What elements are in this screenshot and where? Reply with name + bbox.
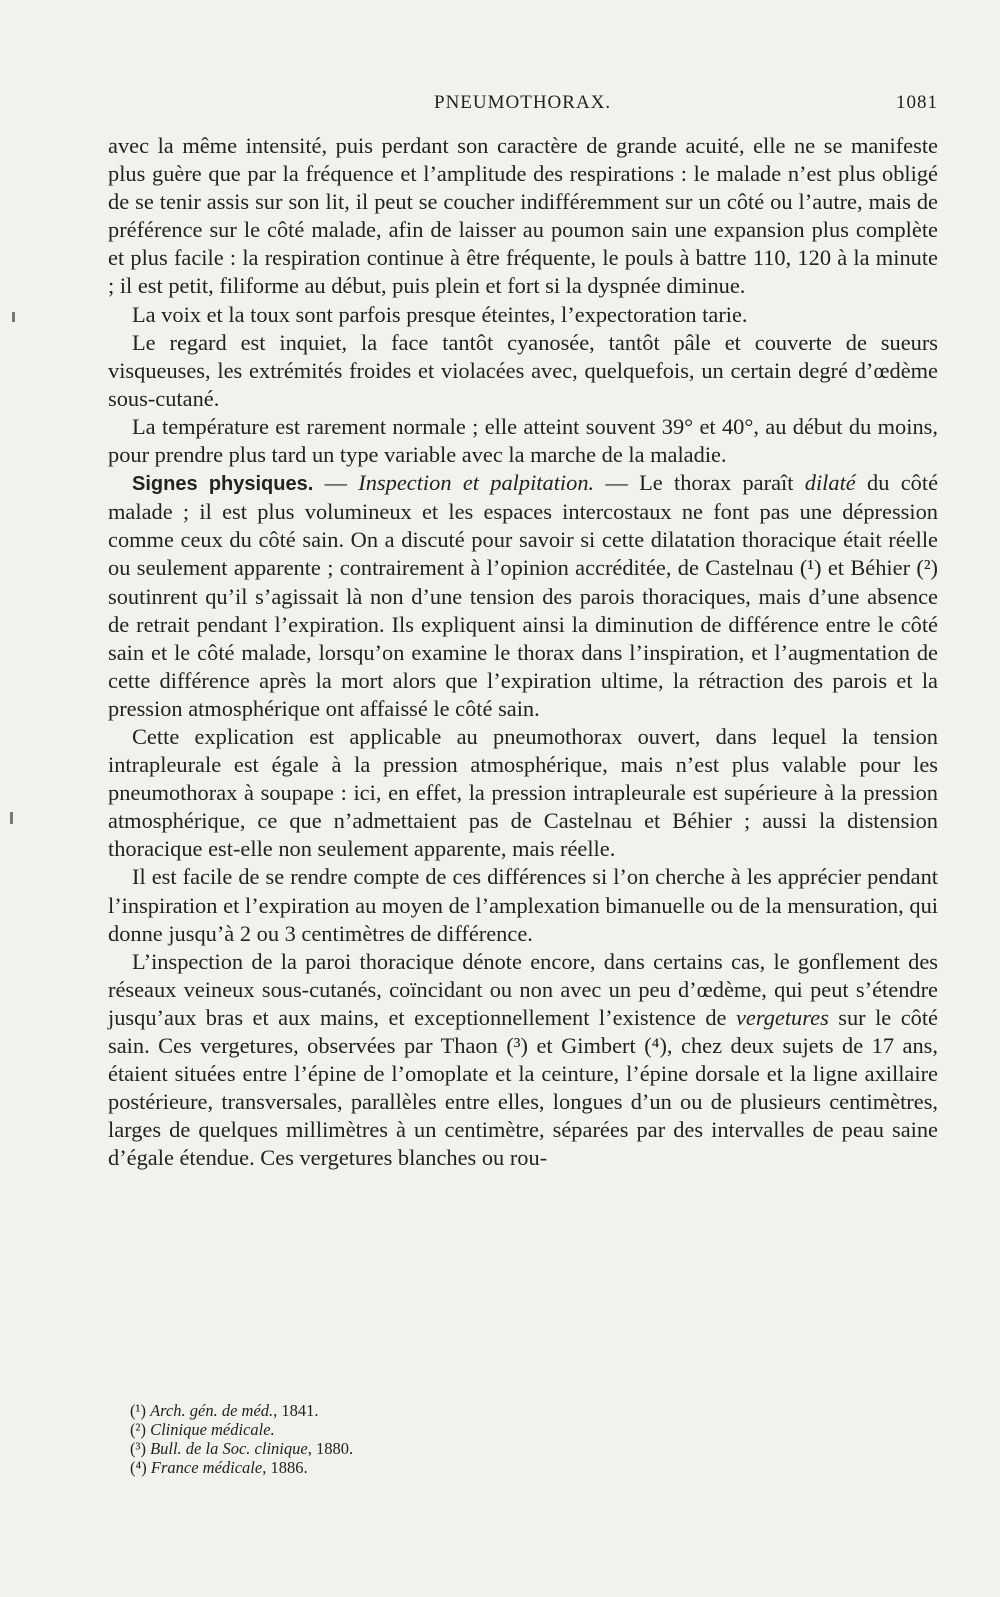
footnote-year: , 1886. [262,1458,308,1477]
footnote-reference: France médicale [150,1458,263,1477]
paragraph-5-text-b: du côté malade ; il est plus volumineux et les espaces intercostaux ne font pas une dépression comme ceux du côté sain. On a discuté pour savoir si cette dilatation thoracique était réelle ou seulement apparente ; contrairement à l’opinion accréditée, de Castelnau (¹) et Béhier (²) soutinrent qu’il s’agissait là non d’une tension des parois thoraciques, mais d’une absence de retrait pendant l’expiration. Ils expliquent ainsi la diminution de différence entre le côté sain et le côté malade, lorsqu’on examine le thorax dans l’inspiration, et l’augmentation de cette différence après la mort alors que l’expiration ultime, la rétraction des parois et la pression atmosphérique ont affaissé le côté sain. [108,470,939,721]
page-number: 1081 [896,92,938,113]
paragraph-2: La voix et la toux sont parfois presque éteintes, l’expectoration tarie. [132,301,748,327]
footnote-reference: Arch. gén. de méd. [150,1401,274,1420]
paragraph-5 [108,469,938,723]
footnote-mark: (⁴) [130,1458,147,1477]
section-subheading: Inspection et palpitation. [358,470,595,496]
main-text [108,132,938,1172]
footnote-mark: (¹) [130,1401,146,1420]
emphasis-vergetures: vergetures [735,1004,829,1030]
footnote-4 [130,1458,730,1477]
footnote-year: , 1880. [307,1439,354,1458]
footnote-year: , 1841. [273,1401,319,1420]
section-heading: Signes physiques. [132,473,314,496]
page-header [108,92,938,118]
footnote-reference: Clinique médicale. [150,1420,275,1439]
section-dash: — [313,470,359,496]
paragraph-1: avec la même intensité, puis perdant son caractère de grande acuité, elle ne se manifeste plus guère que par la fréquence et l’amplitude des respirations : le malade n’est plus obligé de se tenir assis sur son lit, il peut se coucher indifféremment sur un côté ou l’autre, mais de préférence sur le côté malade, afin de laisser au poumon sain une expansion plus complète et plus facile : la respiration continue à être fréquente, le pouls à battre 110, 120 à la minute ; il est petit, filiforme au début, puis plein et fort si la dyspnée diminue. [108,133,938,299]
footnote-3 [130,1439,730,1458]
footnote-1 [130,1401,730,1420]
paragraph-8 [108,948,938,1173]
paragraph-4: La température est rarement normale ; elle atteint souvent 39° et 40°, au début du moins, pour prendre plus tard un type variable avec la marche de la maladie. [108,413,938,468]
paragraph-3: Le regard est inquiet, la face tantôt cyanosée, tantôt pâle et couverte de sueurs visqueuses, les extrémités froides et violacées avec, quelquefois, un certain degré d’œdème sous-cutané. [108,329,938,411]
running-title: PNEUMOTHORAX. [434,92,612,113]
emphasis-dilate: dilaté [804,470,856,496]
paragraph-8-text-b: sur le côté sain. Ces vergetures, observées par Thaon (³) et Gimbert (⁴), chez deux sujets de 17 ans, étaient situées entre l’épine de l’omoplate et la ceinture, l’épine dorsale et la ligne axillaire postérieure, transversales, parallèles entre elles, longues d’un ou de plusieurs centimètres, larges de quelques millimètres à un centimètre, séparées par des intervalles de peau saine d’égale étendue. Ces vergetures blanches ou rou- [108,1004,938,1171]
footnote-mark: (³) [130,1439,146,1458]
margin-mark [10,812,13,824]
footnote-reference: Bull. de la Soc. clinique [150,1439,308,1458]
paragraph-8-text-a: L’inspection de la paroi thoracique dénote encore, dans certains cas, le gonflement des réseaux veineux sous-cutanés, coïncidant ou non avec un peu d’œdème, qui peut s’étendre jusqu’aux bras et aux mains, et exceptionnellement l’existence de [108,948,938,1030]
footnote-mark: (²) [130,1420,146,1439]
margin-mark [12,312,15,322]
paragraph-7: Il est facile de se rendre compte de ces différences si l’on cherche à les apprécier pendant l’inspiration et l’expiration au moyen de l’amplexation bimanuelle ou de la mensuration, qui donne jusqu’à 2 ou 3 centimètres de différence. [108,864,938,946]
paragraph-5-text-a: — Le thorax paraît [594,470,805,496]
footnotes [130,1401,730,1477]
paragraph-6: Cette explication est applicable au pneumothorax ouvert, dans lequel la tension intrapleurale est égale à la pression atmosphérique, mais n’est plus valable pour les pneumothorax à soupape : ici, en effet, la pression intrapleurale est supérieure à la pression atmosphérique, ce que n’admettaient pas de Castelnau et Béhier ; aussi la distension thoracique est-elle non seulement apparente, mais réelle. [108,723,938,862]
footnote-2 [130,1420,730,1439]
